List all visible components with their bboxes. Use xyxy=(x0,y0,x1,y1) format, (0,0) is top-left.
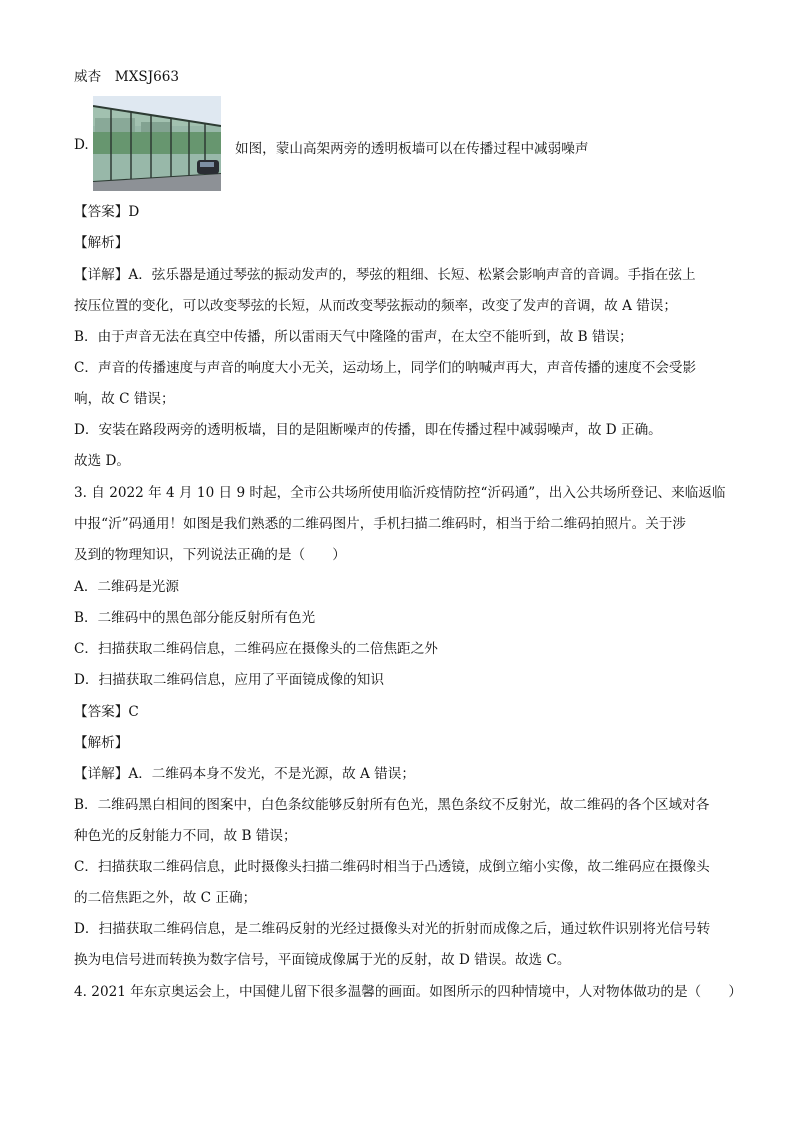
q2-explanation-line: D．安装在路段两旁的透明板墙，目的是阻断噪声的传播，即在传播过程中减弱噪声，故 D 正确。 xyxy=(74,422,662,438)
q3-option-c: C．扫描获取二维码信息，二维码应在摄像头的二倍焦距之外 xyxy=(74,641,438,657)
q3-option-a: A．二维码是光源 xyxy=(74,579,179,595)
q2-explanation-line: 响，故 C 错误； xyxy=(74,391,175,407)
q3-option-d: D．扫描获取二维码信息，应用了平面镜成像的知识 xyxy=(74,672,384,688)
q3-option-b: B．二维码中的黑色部分能反射所有色光 xyxy=(74,610,316,626)
q3-analysis-heading: 【解析】 xyxy=(74,735,129,751)
q2-explanation-line: C．声音的传播速度与声音的响度大小无关，运动场上，同学们的呐喊声再大，声音传播的速度不会受影 xyxy=(74,360,697,376)
q2-explanation-line: 按压位置的变化，可以改变琴弦的长短，从而改变琴弦振动的频率，改变了发声的音调，故 A 错误； xyxy=(74,298,677,314)
q2-option-d-text: 如图，蒙山高架两旁的透明板墙可以在传播过程中减弱噪声 xyxy=(235,141,589,157)
q2-option-d-label: D. xyxy=(74,137,89,153)
header-fragment: 威杏 MXSJ663 xyxy=(74,69,180,85)
q4-stem: 4. 2021 年东京奥运会上，中国健儿留下很多温馨的画面。如图所示的四种情境中，人对物体做功的是（ ） xyxy=(74,984,742,1000)
q3-explanation-line: 【详解】A．二维码本身不发光，不是光源，故 A 错误； xyxy=(74,766,415,782)
highway-sound-barrier-photo xyxy=(93,96,221,191)
q3-explanation-line: B．二维码黑白相间的图案中，白色条纹能够反射所有色光，黑色条纹不反射光，故二维码的各个区域对各 xyxy=(74,797,710,813)
q2-analysis-heading: 【解析】 xyxy=(74,235,129,251)
q3-stem-line: 及到的物理知识，下列说法正确的是（ ） xyxy=(74,547,346,563)
q3-explanation-line: 的二倍焦距之外，故 C 正确； xyxy=(74,890,257,906)
q3-explanation-line: 种色光的反射能力不同，故 B 错误； xyxy=(74,828,297,844)
q3-stem-line: 中报“沂”码通用！如图是我们熟悉的二维码图片，手机扫描二维码时，相当于给二维码拍照片。关于涉 xyxy=(74,516,687,532)
q2-explanation-line: 故选 D。 xyxy=(74,453,131,469)
q3-explanation-line: C．扫描获取二维码信息，此时摄像头扫描二维码时相当于凸透镜，成倒立缩小实像，故二维码应在摄像头 xyxy=(74,859,710,875)
q3-stem-line: 3. 自 2022 年 4 月 10 日 9 时起，全市公共场所使用临沂疫情防控“沂码通”，出入公共场所登记、来临返临 xyxy=(74,485,726,501)
q2-answer: 【答案】D xyxy=(74,204,140,220)
q3-answer: 【答案】C xyxy=(74,704,139,720)
q2-explanation-line: B．由于声音无法在真空中传播，所以雷雨天气中隆隆的雷声，在太空不能听到，故 B 错误； xyxy=(74,329,633,345)
q3-explanation-line: 换为电信号进而转换为数字信号，平面镜成像属于光的反射，故 D 错误。故选 C。 xyxy=(74,952,571,968)
q2-explanation-line: 【详解】A．弦乐器是通过琴弦的振动发声的，琴弦的粗细、长短、松紧会影响声音的音调。手指在弦上 xyxy=(74,267,696,283)
q3-explanation-line: D．扫描获取二维码信息，是二维码反射的光经过摄像头对光的折射而成像之后，通过软件识别将光信号转 xyxy=(74,921,711,937)
